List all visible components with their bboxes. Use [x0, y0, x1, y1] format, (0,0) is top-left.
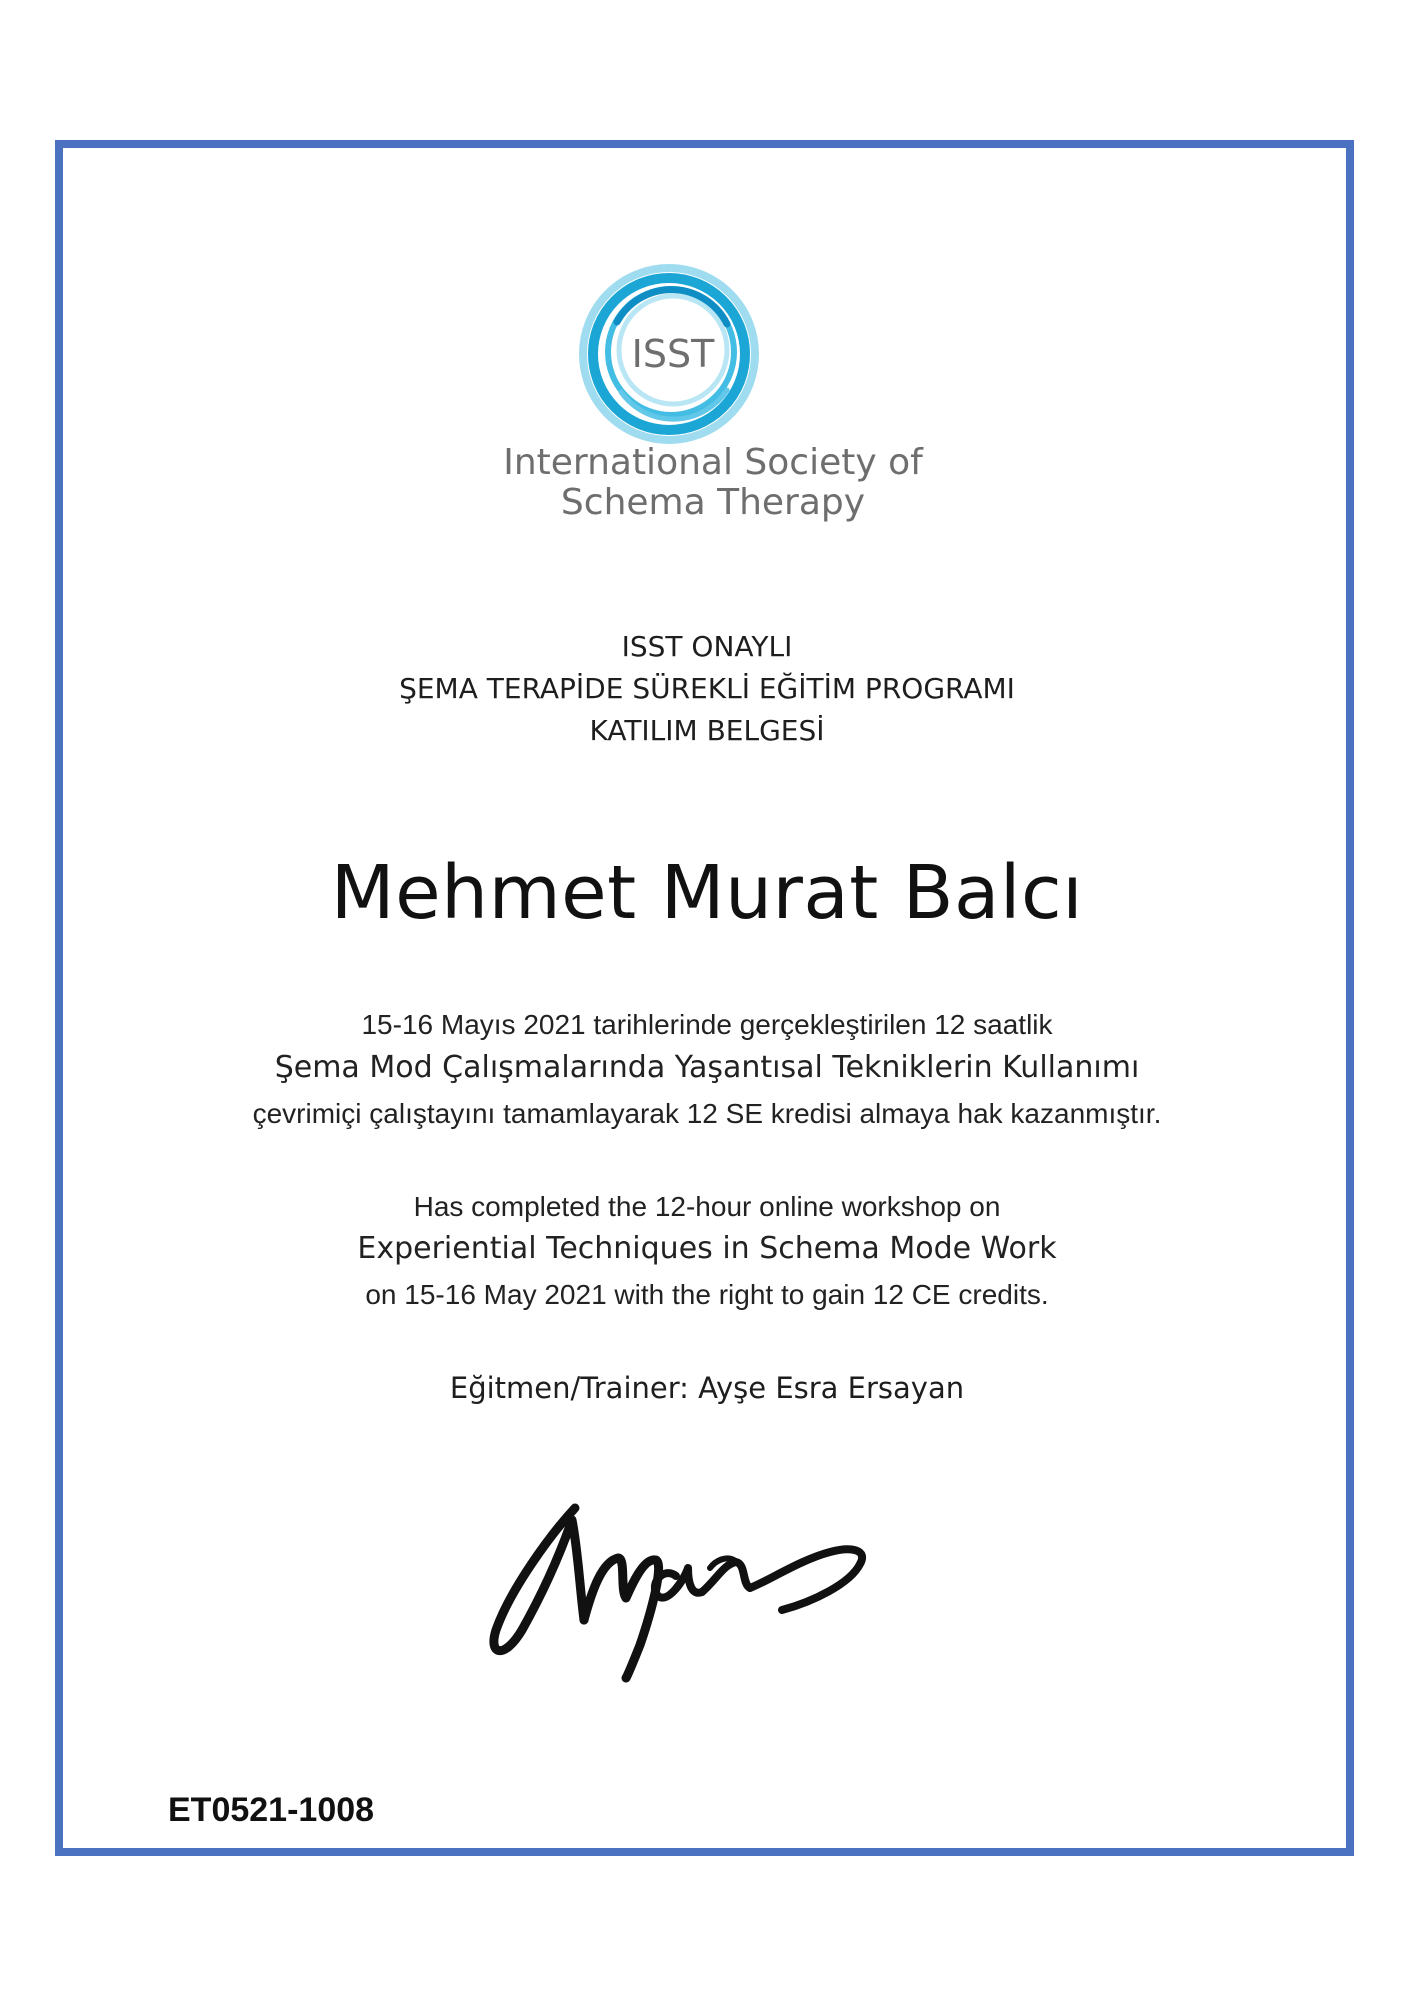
turkish-text-line1: 15-16 Mayıs 2021 tarihlerinde gerçekleştirilen 12 saatlik	[361, 1009, 1053, 1040]
org-name-line1: International Society of	[503, 442, 923, 483]
turkish-text-line3: çevrimiçi çalıştayını tamamlayarak 12 SE kredisi almaya hak kazanmıştır.	[252, 1098, 1162, 1129]
title-line2: ŞEMA TERAPİDE SÜREKLİ EĞİTİM PROGRAMI	[399, 672, 1015, 705]
english-text-line1: Has completed the 12-hour online workshop on	[413, 1191, 1001, 1222]
english-text-line2: Experiential Techniques in Schema Mode Work	[357, 1231, 1057, 1266]
isst-logo-icon	[577, 262, 761, 446]
title-line1: ISST ONAYLI	[621, 630, 793, 663]
certificate-code: ET0521-1008	[168, 1791, 375, 1829]
logo-text: ISST	[631, 332, 715, 376]
turkish-text-line2: Şema Mod Çalışmalarında Yaşantısal Tekniklerin Kullanımı	[274, 1050, 1140, 1085]
signature-icon	[480, 1480, 900, 1690]
org-name-line2: Schema Therapy	[560, 482, 866, 523]
recipient-name: Mehmet Murat Balcı	[330, 850, 1084, 936]
title-line3: KATILIM BELGESİ	[589, 714, 825, 747]
trainer-label: Eğitmen/Trainer: Ayşe Esra Ersayan	[449, 1371, 965, 1405]
english-text-line3: on 15-16 May 2021 with the right to gain 12 CE credits.	[365, 1279, 1049, 1310]
